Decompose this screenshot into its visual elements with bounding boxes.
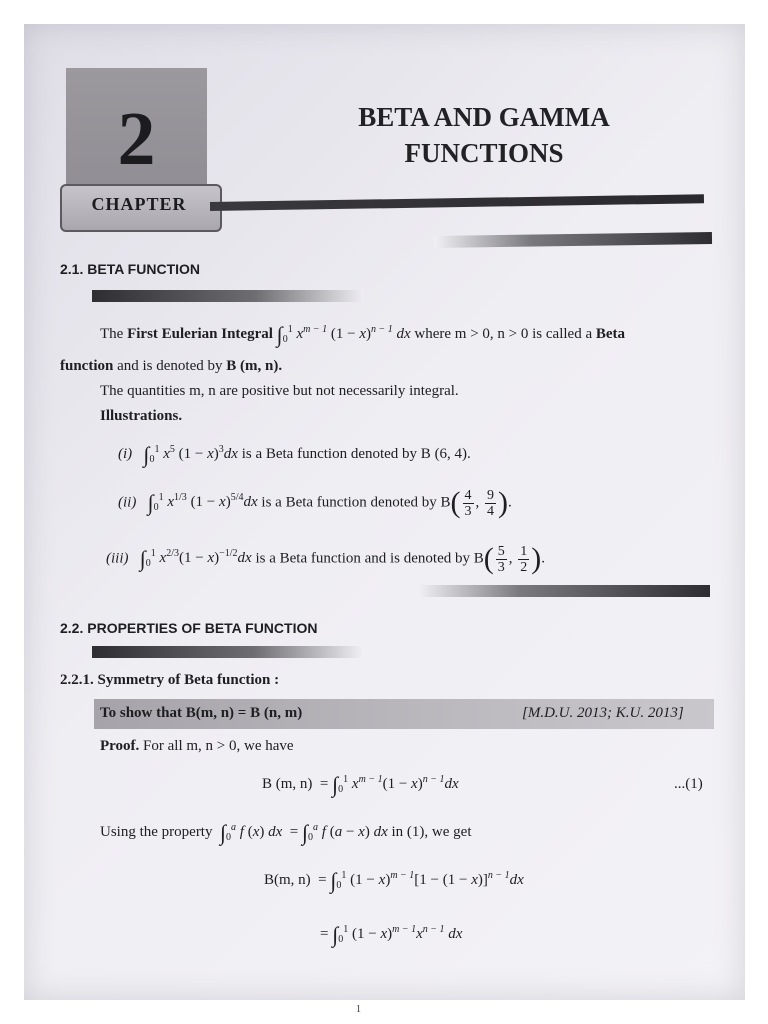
denoted-text: and is denoted by xyxy=(117,358,223,374)
decorative-rule xyxy=(434,232,712,248)
illustration-label: (i) xyxy=(118,446,133,462)
property-prefix: Using the property xyxy=(100,824,213,840)
illustration-label: (iii) xyxy=(106,550,129,567)
integral-expression: $\int_0^1$ $x^{2/3}(1 - x)^{-1/2}dx$ xyxy=(139,546,252,572)
equation-lhs: B (m, n) xyxy=(262,776,313,792)
proof-line xyxy=(100,738,294,755)
decorative-rule-main xyxy=(210,194,704,211)
section-heading-2-2: 2.2. PROPERTIES OF BETA FUNCTION xyxy=(60,620,318,636)
property-suffix: in (1), we get xyxy=(391,824,472,840)
intro-tail: where m > 0, n > 0 is called a xyxy=(414,326,593,342)
denoted-line xyxy=(60,358,282,375)
chapter-title-line-2: FUNCTIONS xyxy=(404,138,564,168)
equation-2: B(m, $n) = \int_0^1$ $(1 - x)^{m - 1}[1 - (1 - x)]^{n - 1}dx$ xyxy=(264,868,524,893)
decorative-rule xyxy=(418,585,710,597)
theorem-statement: To show that B(m, n) = B (n, m) xyxy=(100,705,303,721)
decorative-rule xyxy=(92,646,362,658)
chapter-title-line-1: BETA AND GAMMA xyxy=(358,102,610,132)
intro-bold: First Eulerian Integral xyxy=(127,326,273,342)
equation-tag: ...(1) xyxy=(674,776,703,792)
illustration-3: (iii) $\int_0^1$ $x^{2/3}(1 - x)^{-1/2}dx$ is a Beta function and is denoted by B( $\frac{5}{3}$ , $\frac{1}{2}$ ). xyxy=(106,542,546,575)
equation-1: B (m, $n) = \int_0^1$ $x^{m - 1}(1 - x)^{n - 1}dx$ xyxy=(262,772,459,797)
illustration-label: (ii) xyxy=(118,494,137,511)
illustration-text: is a Beta function denoted by B (6, 4). xyxy=(241,446,471,462)
function-word: function xyxy=(60,358,114,374)
equation-lhs: B(m, n) xyxy=(264,872,311,888)
theorem-reference: [M.D.U. 2013; K.U. 2013] xyxy=(522,705,684,721)
chapter-label: CHAPTER xyxy=(91,194,187,214)
illustration-text: is a Beta function denoted by B xyxy=(261,494,451,511)
section-heading-2-1: 2.1. BETA FUNCTION xyxy=(60,261,201,277)
integral-expression: $\int_0^1$ $x^{m - 1}$ $(1 - x)^{n - 1}$ dx xyxy=(276,322,411,347)
illustration-1 xyxy=(118,442,471,468)
decorative-rule xyxy=(92,290,364,302)
proof-label: Proof. xyxy=(100,738,140,754)
illustrations-heading: Illustrations. xyxy=(100,408,183,424)
illustration-2: (ii) $\int_0^1$ $x^{1/3}$ $(1 - x)^{5/4}dx$ is a Beta function denoted by B( $\frac{4}{3}$ , $\frac{9}{4}$ ). xyxy=(118,486,512,519)
intro-beta: Beta xyxy=(595,326,626,342)
chapter-number: 2 xyxy=(117,97,156,181)
book-page xyxy=(24,24,745,1000)
illustration-text: is a Beta function and is denoted by B xyxy=(255,550,484,567)
chapter-title xyxy=(294,99,674,171)
intro-line xyxy=(100,322,625,348)
intro-the: The xyxy=(100,326,124,342)
integral-expression: $\int_0^1$ $x^{1/3}$ $(1 - x)^{5/4}dx$ xyxy=(147,490,258,516)
subsection-heading-2-2-1: 2.2.1. Symmetry of Beta function : xyxy=(60,672,280,688)
property-line: Using the property $\int_0^a$ f (x) dx = $\int_0^a$ f (a − x) dx in (1), we get xyxy=(100,820,472,845)
quantities-line: The quantities m, n are positive but not necessarily integral. xyxy=(100,383,459,399)
denoted-symbol: B (m, n). xyxy=(226,358,283,374)
proof-text: For all m, n > 0, we have xyxy=(143,738,294,754)
equation-3: = $\int_0^1$ $(1 - x)^{m - 1}x^{n - 1}$ dx xyxy=(320,922,463,947)
integral-expression: $\int_0^1$ $x^5$ $(1 - x)^3dx$ xyxy=(143,442,238,467)
page-footer-mark: 1 xyxy=(356,1004,361,1015)
